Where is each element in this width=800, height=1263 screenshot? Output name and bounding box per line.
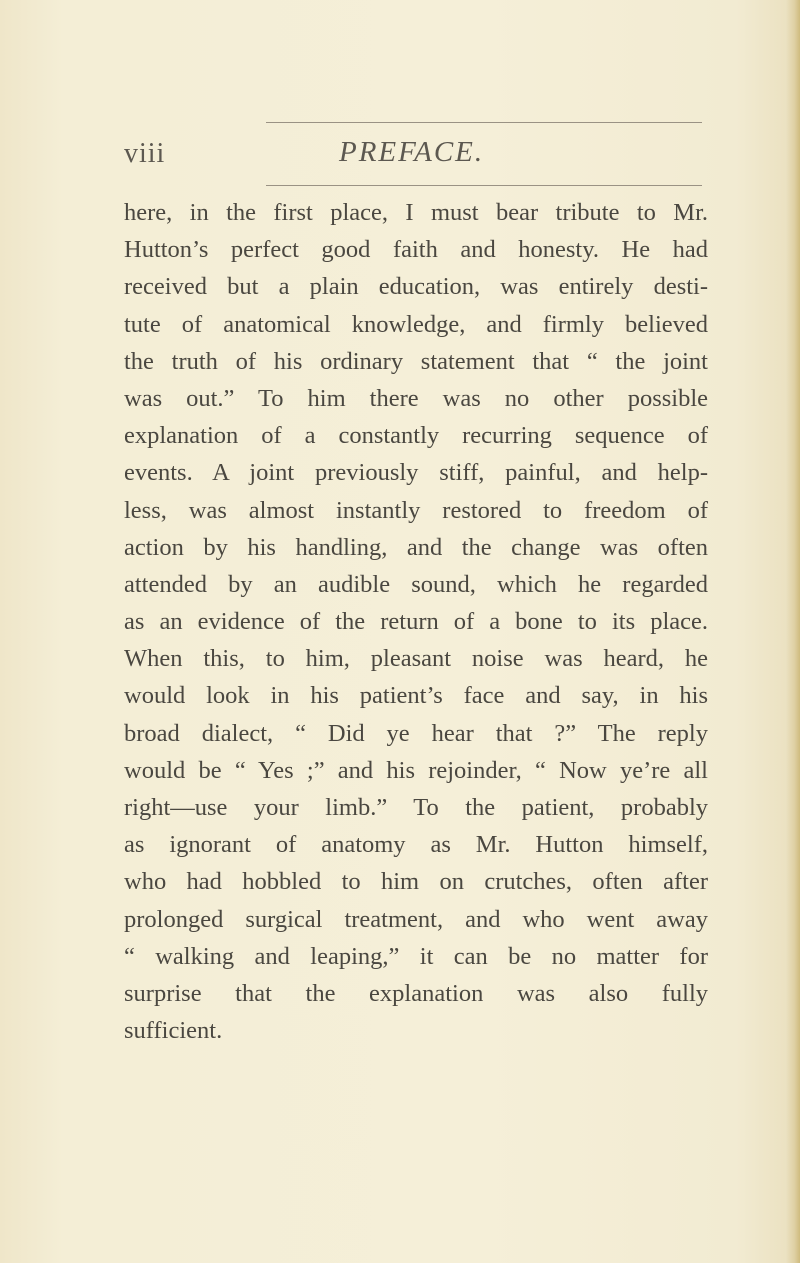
text-line: here, in the first place, I must bear tribute to Mr. <box>124 199 708 226</box>
text-line: events. A joint previously stiff, painful, and help- <box>124 459 708 487</box>
text-line: tute of anatomical knowledge, and firmly believed <box>124 310 708 338</box>
header-rule-bottom <box>266 185 702 186</box>
text-line: received but a plain education, was entirely desti- <box>124 273 708 301</box>
text-line: explanation of a constantly recurring sequence of <box>124 422 708 450</box>
text-line: less, was almost instantly restored to freedom of <box>124 496 708 524</box>
text-line: prolonged surgical treatment, and who went away <box>124 905 708 933</box>
running-title: PREFACE. <box>339 136 485 168</box>
header-rule-top <box>266 122 702 123</box>
text-line: was out.” To him there was no other possible <box>124 384 708 412</box>
text-line-last: sufficient. <box>124 1017 223 1045</box>
text-line: who had hobbled to him on crutches, often after <box>124 868 708 896</box>
text-line: would look in his patient’s face and say, in his <box>124 682 708 710</box>
text-line: the truth of his ordinary statement that “ the joint <box>124 347 708 375</box>
text-line: surprise that the explanation was also fully <box>124 979 708 1007</box>
text-line: attended by an audible sound, which he regarded <box>124 570 708 598</box>
page-number: viii <box>124 138 166 169</box>
page-edge-shadow <box>786 0 800 1263</box>
body-text <box>124 194 708 1049</box>
text-line: “ walking and leaping,” it can be no matter for <box>124 942 708 970</box>
text-line: as ignorant of anatomy as Mr. Hutton himself, <box>124 831 708 859</box>
text-line: would be “ Yes ;” and his rejoinder, “ Now ye’re all <box>124 756 708 784</box>
text-line: right—use your limb.” To the patient, probably <box>124 794 708 821</box>
text-line: action by his handling, and the change was often <box>124 533 708 561</box>
running-header <box>0 134 800 174</box>
text-line: as an evidence of the return of a bone to its place. <box>124 608 708 636</box>
text-line: When this, to him, pleasant noise was heard, he <box>124 645 708 673</box>
text-line: Hutton’s perfect good faith and honesty. He had <box>124 236 708 264</box>
text-line: broad dialect, “ Did ye hear that ?” The reply <box>124 719 708 747</box>
